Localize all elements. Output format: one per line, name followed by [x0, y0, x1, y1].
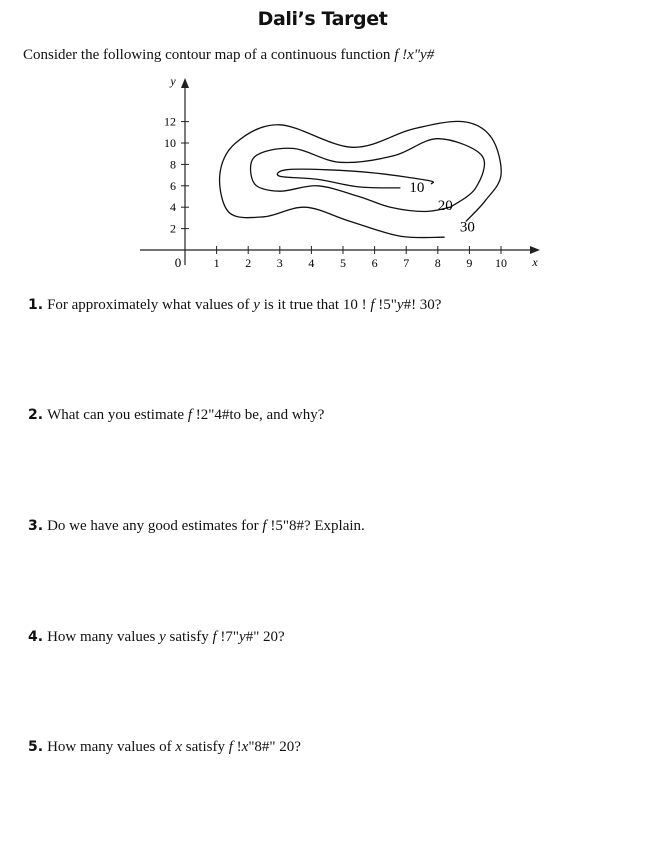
contour-label-20: 20 — [437, 198, 453, 215]
question-text-part: !5" — [374, 297, 397, 313]
axes — [140, 74, 540, 270]
question-text-part: satisfy — [182, 739, 229, 755]
x-axis-arrow — [530, 246, 540, 254]
y-tick-label: 6 — [170, 178, 176, 193]
question-text-part: x — [241, 739, 249, 755]
question-text-part: f — [262, 518, 267, 534]
y-tick-label: 4 — [170, 200, 176, 215]
x-tick-label: 2 — [245, 256, 252, 270]
question-text-part: satisfy — [165, 629, 213, 645]
x-tick-label: 10 — [495, 256, 507, 270]
question-text-part: #" 20? — [245, 629, 285, 645]
question-5 — [28, 739, 301, 756]
question-1 — [28, 297, 441, 314]
contour-lines — [220, 121, 502, 237]
y-tick-label: 2 — [170, 221, 176, 236]
question-text-part: #! 30? — [403, 297, 442, 313]
x-tick-label: 5 — [340, 256, 346, 270]
question-text-part: is it true that 10 ! — [259, 297, 371, 313]
x-tick-label: 7 — [403, 256, 410, 270]
origin-label: 0 — [174, 255, 182, 270]
y-axis-arrow — [181, 78, 189, 88]
contour-label-30: 10 — [409, 179, 425, 196]
question-text-part: How many values of — [47, 739, 176, 755]
question-number: 3. — [28, 518, 44, 534]
question-text-part: Do we have any good estimates for — [47, 518, 263, 534]
question-text-part: !5"8#? Explain. — [266, 518, 365, 534]
question-text-part: "8#" 20? — [248, 739, 301, 755]
question-text-part: !2"4#to be, and why? — [192, 407, 325, 423]
page-title: Dali’s Target — [257, 8, 388, 30]
question-text-part: ! — [232, 739, 242, 755]
y-tick-label: 10 — [164, 136, 176, 150]
question-text-part: x — [175, 739, 183, 755]
question-text-part: y — [253, 297, 260, 313]
x-tick-label: 9 — [466, 256, 473, 270]
question-text-part: y — [396, 297, 404, 313]
question-number: 5. — [28, 739, 44, 755]
question-text-part: y — [239, 629, 246, 645]
x-tick-label: 8 — [434, 256, 441, 270]
y-tick-label: 8 — [170, 157, 176, 172]
question-text-part: f — [187, 407, 193, 423]
question-text-part: f — [212, 629, 217, 645]
question-text-part: y — [159, 629, 166, 645]
question-text-part: !7" — [216, 629, 240, 645]
question-text-part: f — [228, 739, 233, 755]
contour-label-10: 30 — [459, 219, 475, 236]
y-tick-label: 12 — [164, 114, 176, 129]
question-text-part: What can you estimate — [47, 407, 188, 423]
question-text-part: How many values — [47, 629, 160, 645]
y-axis-label: y — [170, 74, 176, 88]
contour-map — [130, 70, 560, 280]
x-axis-label: x — [532, 255, 538, 269]
intro-function: f !x"y# — [394, 47, 435, 63]
x-tick-label: 3 — [276, 256, 283, 270]
question-4 — [28, 629, 285, 646]
question-text-part: f — [370, 297, 375, 313]
question-number: 1. — [28, 297, 44, 313]
question-number: 2. — [28, 407, 44, 423]
question-2 — [28, 407, 324, 424]
axis-ticks — [164, 115, 507, 270]
x-tick-label: 1 — [213, 256, 220, 270]
intro-sentence: Consider the following contour map of a continuous function — [23, 47, 391, 63]
intro-text — [23, 47, 434, 64]
question-number: 4. — [28, 629, 44, 645]
question-text-part: For approximately what values of — [47, 297, 254, 313]
x-tick-label: 4 — [308, 256, 315, 270]
question-3 — [28, 518, 365, 535]
x-tick-label: 6 — [371, 256, 378, 270]
